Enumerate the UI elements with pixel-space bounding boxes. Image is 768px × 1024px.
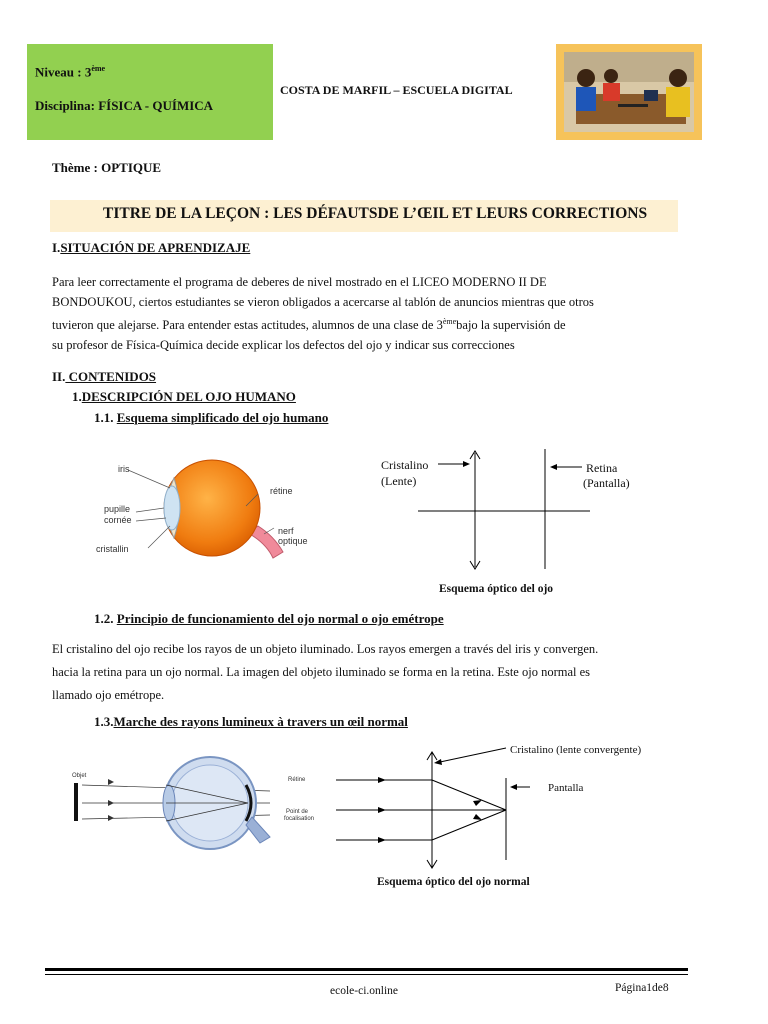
- eye-anatomy-diagram: [88, 448, 328, 578]
- section12-paragraph: [52, 638, 686, 707]
- object-label: Objet: [72, 773, 87, 779]
- para-line: Para leer correctamente el programa de deberes de nivel mostrado en el LICEO MODERNO II DE: [52, 275, 547, 289]
- para-line: su profesor de Física-Química decide explicar los defectos del ojo y indicar sus correcciones: [52, 338, 515, 353]
- lesson-title: TITRE DE LA LEÇON : LES DÉFAUTSDE L’ŒIL ET LEURS CORRECTIONS: [103, 205, 648, 222]
- focal-point-label-2: focalisation: [284, 816, 315, 822]
- classroom-photo: [556, 44, 702, 140]
- retina-schema-label: Retina: [586, 461, 618, 475]
- school-name: COSTA DE MARFIL – ESCUELA DIGITAL: [280, 83, 513, 97]
- footer-rule: [45, 968, 688, 971]
- para-line: hacia la retina para un ojo normal. La imagen del objeto iluminado se forma en la retina. Este ojo normal es: [52, 665, 591, 679]
- para-line: llamado ojo emétrope.: [52, 688, 165, 702]
- subsection-1-2-heading: 1.2. Principio de funcionamiento del ojo normal o ojo emétrope: [94, 611, 444, 626]
- lens-schema-sublabel: (Lente): [381, 474, 417, 488]
- discipline-label: Disciplina: FÍSICA - QUÍMICA: [35, 98, 214, 113]
- section1-heading: I.SITUACIÓN DE APRENDIZAJE: [52, 240, 251, 255]
- screen-ray-label: Pantalla: [548, 782, 584, 794]
- theme-label: Thème : OPTIQUE: [52, 160, 162, 175]
- focal-point-label-1: Point de: [286, 809, 309, 815]
- subsection-1-heading: 1.DESCRIPCIÓN DEL OJO HUMANO: [72, 389, 296, 404]
- section1-paragraph: [52, 272, 686, 355]
- footer-rule-thin: [45, 974, 688, 975]
- lens-schema-label: Cristalino: [381, 458, 429, 472]
- nerve-label-2: optique: [278, 536, 308, 546]
- nerve-label-1: nerf: [278, 526, 294, 536]
- subsection-1-3-heading: 1.3.Marche des rayons lumineux à travers un œil normal: [94, 714, 408, 729]
- para-line: tuvieron que alejarse. Para entender estas actitudes, alumnos de una clase de 3èmebajo la supervisión de: [52, 317, 566, 333]
- para-line: BONDOUKOU, ciertos estudiantes se vieron obligados a acercarse al tablón de anuncios mientras que otros: [52, 295, 594, 309]
- section2-heading: II. CONTENIDOS: [52, 369, 157, 384]
- retina-label-2: Rétine: [288, 777, 306, 783]
- retina-schema-sublabel: (Pantalla): [583, 476, 630, 490]
- retina-label: rétine: [270, 486, 293, 496]
- footer-site: ecole-ci.online: [330, 985, 399, 997]
- subsection-1-1-heading: 1.1. Esquema simplificado del ojo humano: [94, 410, 329, 425]
- lens-ray-label: Cristalino (lente convergente): [510, 744, 642, 756]
- para-line: El cristalino del ojo recibe los rayos de un objeto iluminado. Los rayos emergen a través del iris y convergen.: [52, 642, 599, 656]
- optical-schema-caption: Esquema óptico del ojo: [439, 583, 554, 595]
- eye-ray-diagram: [70, 755, 330, 855]
- header-info-box: [27, 44, 273, 140]
- iris-label: iris: [118, 464, 130, 474]
- optical-schema-diagram: [400, 445, 600, 575]
- lens-label: cristallin: [96, 544, 129, 554]
- ray-optical-schema: [330, 740, 530, 870]
- cornea-label: cornée: [104, 515, 132, 525]
- footer-page-number: Página1de8: [615, 982, 669, 994]
- pupil-label: pupille: [104, 504, 131, 514]
- level-label: Niveau : 3ème: [35, 64, 106, 80]
- ray-schema-caption: Esquema óptico del ojo normal: [377, 876, 530, 888]
